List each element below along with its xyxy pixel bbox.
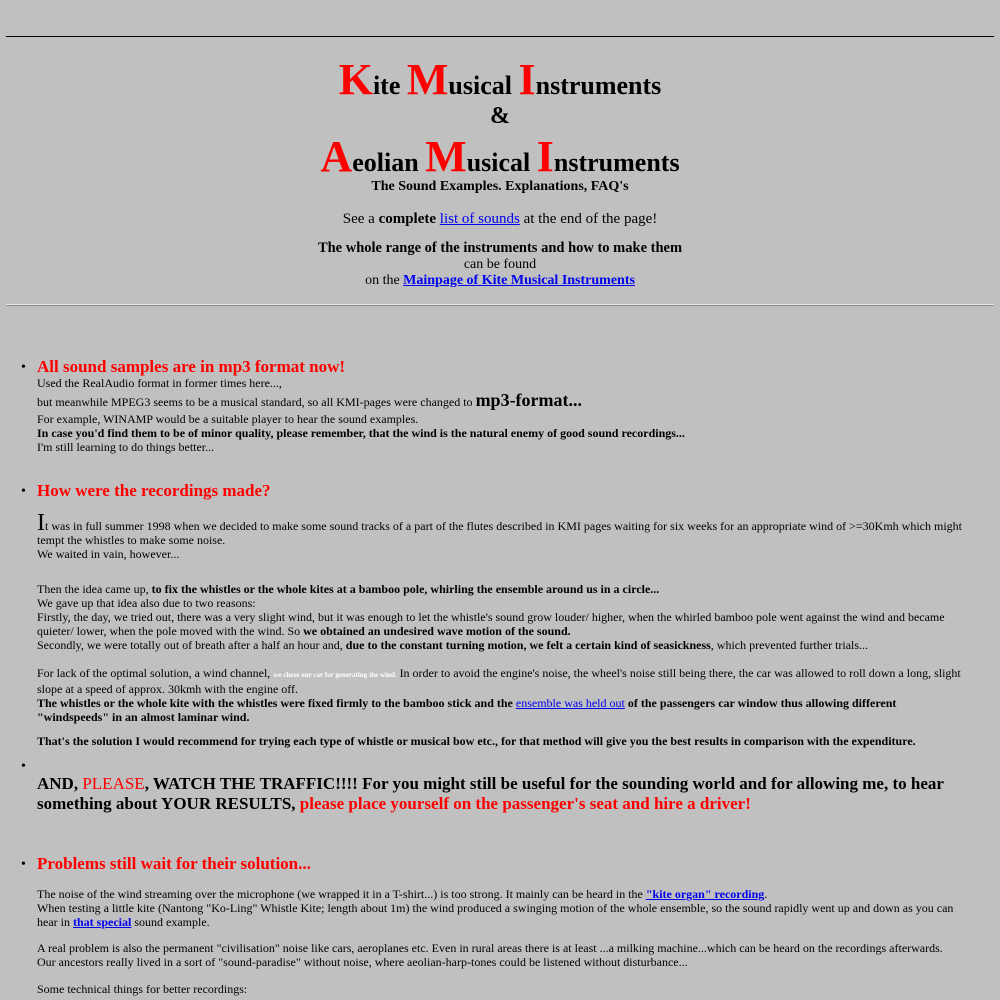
- mp3-format-text: mp3-format...: [475, 390, 583, 410]
- range-heading: The whole range of the instruments and how to make them: [317, 240, 683, 256]
- recordings-para4: That's the solution I would recommend for trying each type of whistle or musical bow etc., for that method will give you the best results in comparison with the expenditure.: [37, 734, 916, 748]
- traffic-driver: please place yourself on the passenger's seat and hire a driver!: [299, 794, 751, 813]
- section-problems: [21, 854, 962, 996]
- recordings-para2: [37, 582, 962, 652]
- title-cap-m: M: [406, 55, 449, 104]
- para3-b: In order to avoid the engine's noise, the wheel's noise still being there, the car was allowed to roll down a long, slight slope at a speed of approx. 30kmh with the engine off.: [37, 666, 961, 696]
- section-mp3-format: [21, 357, 962, 454]
- para3-c: The whistles or the whole kite with the whistles were fixed firmly to the bamboo stick and the: [37, 696, 516, 710]
- list-of-sounds-link[interactable]: list of sounds: [439, 211, 520, 227]
- bullet: •: [21, 759, 26, 774]
- problems-p1b: .: [764, 887, 768, 901]
- problems-para2: A real problem is also the permanent "civilisation" noise like cars, aeroplanes etc. Even in rural areas there is at least ...a milking machine...which can be heard on the recordings afterwards. Our ancestors really lived in a sort of "sound-paradise" without noise, where aeolian-harp-tones could be listened without disturbance...: [37, 941, 943, 969]
- para3-d: of the passengers car window thus allowing different "windspeeds" in an almost laminar wind.: [37, 696, 897, 724]
- para2-b: to fix the whistles or the whole kites at a bamboo pole, whirling the ensemble around us in a circle...: [151, 582, 660, 596]
- para1-text: t was in full summer 1998 when we decided to make some sound tracks of a part of the flutes described in KMI pages waiting for six weeks for an appropriate wind of >=30Kmh which might tempt the whistles to make some noise.: [37, 519, 962, 547]
- para2-g: due to the constant turning motion, we felt a certain kind of seasickness: [345, 638, 711, 652]
- complete-text: complete: [378, 211, 437, 227]
- traffic-please: PLEASE: [82, 774, 145, 793]
- see-list-line: [0, 212, 1000, 227]
- traffic-body: , WATCH THE TRAFFIC!!!! For you might still be useful for the sounding world and for allowing me, to hear something about YOUR RESULTS,: [37, 774, 944, 813]
- title-cap-i: I: [518, 55, 536, 104]
- problems-p1d: sound example.: [131, 915, 210, 929]
- title2-word-nstruments: nstruments: [553, 148, 680, 177]
- title-word-nstruments: nstruments: [535, 71, 662, 100]
- traffic-and: AND,: [37, 774, 83, 793]
- title2-cap-a: A: [320, 132, 353, 181]
- section-title-mp3: All sound samples are in mp3 format now!: [37, 357, 346, 376]
- title2-cap-i: I: [536, 132, 554, 181]
- title-kite-musical-instruments: [0, 55, 1000, 104]
- kite-organ-recording-link[interactable]: "kite organ" recording: [645, 887, 765, 901]
- bullet: •: [21, 857, 26, 872]
- para2-d: Firstly, the day, we tried out, there was a very slight wind, but it was enough to let the whistle's sound grow louder/ higher, when the whirled bamboo pole went against the wind and became quieter/ lower, when the pole moved with the wind. So: [37, 610, 945, 638]
- top-rule: [6, 36, 994, 37]
- para2-f: Secondly, we were totally out of breath after a half an hour and,: [37, 638, 346, 652]
- mainpage-line: [0, 274, 1000, 288]
- para2-c: We gave up that idea also due to two reasons:: [37, 596, 256, 610]
- problems-p1a: The noise of the wind streaming over the microphone (we wrapped it in a T-shirt...) is too strong. It mainly can be heard in the: [37, 887, 646, 901]
- dropcap-i: I: [37, 510, 45, 536]
- mp3-line4: In case you'd find them to be of minor quality, please remember, that the wind is the natural enemy of good sound recordings...: [37, 426, 685, 440]
- para1-waited: We waited in vain, however...: [37, 547, 180, 561]
- mp3-line1: Used the RealAudio format in former times here...,: [37, 376, 282, 390]
- para2-a: Then the idea came up,: [37, 582, 152, 596]
- ensemble-held-out-link[interactable]: ensemble was held out: [515, 696, 625, 710]
- section-title-recordings: How were the recordings made?: [37, 481, 271, 500]
- see-a-text: See a: [342, 211, 379, 227]
- title2-word-eolian: eolian: [352, 148, 426, 177]
- para2-e: we obtained an undesired wave motion of the sound.: [303, 624, 571, 638]
- bullet: •: [21, 484, 26, 499]
- traffic-warning-text: [37, 774, 962, 814]
- can-be-found-text: can be found: [463, 257, 537, 272]
- header-divider: [6, 304, 994, 306]
- mainpage-link[interactable]: Mainpage of Kite Musical Instruments: [403, 273, 635, 288]
- mp3-line5: I'm still learning to do things better...: [37, 440, 215, 454]
- title2-cap-m: M: [425, 132, 467, 181]
- problems-p1c: When testing a little kite (Nantong "Ko-Ling" Whistle Kite; length about 1m) the wind produced a swinging motion of the whole ensemble, so the sound rapidly went up and down as you can hear in: [37, 901, 954, 929]
- recordings-para3: [37, 666, 962, 724]
- para2-h: , which prevented further trials...: [710, 638, 869, 652]
- title-ampersand: &: [490, 103, 510, 129]
- problems-para3: Some technical things for better recordings:: [37, 982, 248, 996]
- that-special-link[interactable]: that special: [72, 915, 132, 929]
- bullet: •: [21, 360, 26, 375]
- section-recordings: [21, 481, 962, 748]
- title-word-usical: usical: [448, 71, 519, 100]
- title-word-ite: ite: [372, 71, 407, 100]
- mp3-line3: For example, WINAMP would be a suitable player to hear the sound examples.: [37, 412, 419, 426]
- on-the-text: on the: [365, 273, 404, 288]
- title-aeolian-musical-instruments: [0, 132, 1000, 181]
- car-wind-note: we chose our car for generating the wind.: [273, 671, 397, 679]
- page-subtitle: The Sound Examples. Explanations, FAQ's: [371, 179, 629, 194]
- title-cap-k: K: [338, 55, 373, 104]
- mp3-line2: [37, 391, 582, 409]
- recordings-para1: [37, 510, 962, 561]
- title2-word-usical: usical: [466, 148, 537, 177]
- mp3-line2-text: but meanwhile MPEG3 seems to be a musical standard, so all KMI-pages were changed to: [37, 395, 476, 409]
- problems-para1: [37, 887, 962, 929]
- section-title-problems: Problems still wait for their solution...: [37, 854, 311, 873]
- para3-a: For lack of the optimal solution, a wind channel,: [37, 666, 274, 680]
- see-tail-text: at the end of the page!: [519, 211, 658, 227]
